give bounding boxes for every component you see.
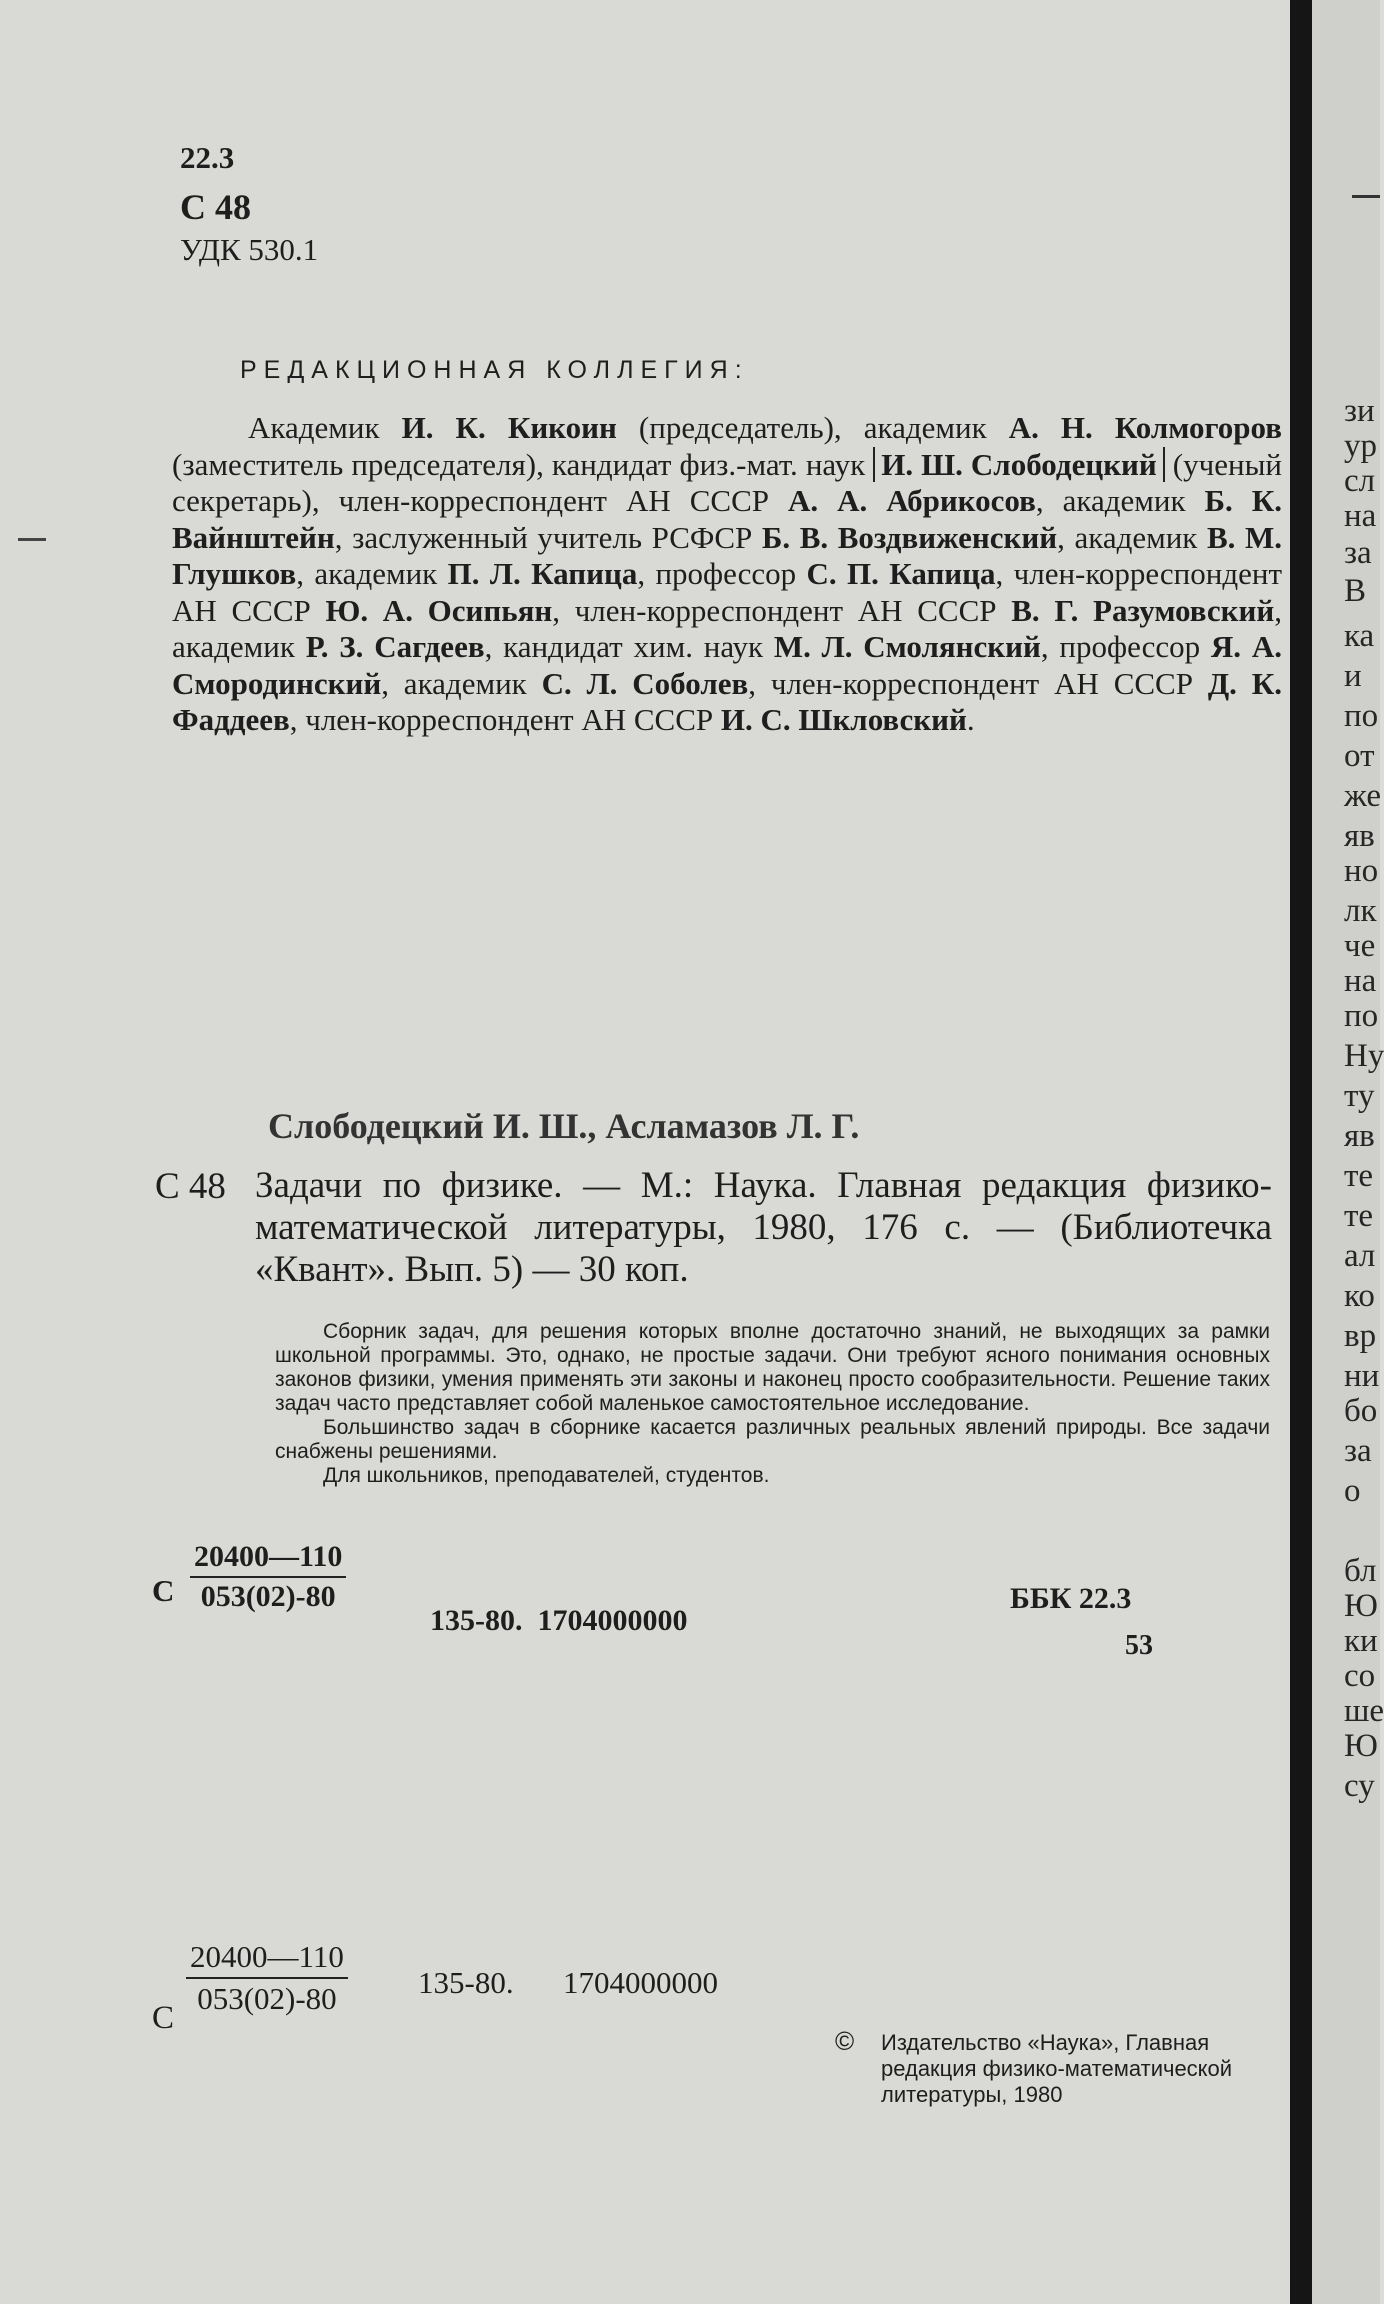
facing-page-fragment: ни xyxy=(1344,1358,1380,1394)
fraction-denominator: 053(02)-80 xyxy=(186,1977,348,2019)
member-title: , академик xyxy=(296,556,448,591)
member-name: А. А. Абрикосов xyxy=(788,483,1036,518)
member-name: Я. А. Смородинский xyxy=(172,629,1282,701)
bbk-label: ББК 22.3 xyxy=(1010,1582,1132,1615)
facing-page-fragment: бл xyxy=(1344,1553,1377,1589)
facing-page-fragment: ур xyxy=(1344,428,1377,464)
facing-page-fragment: Ю xyxy=(1344,1588,1378,1624)
catalog-codes: 135-80. 1704000000 xyxy=(430,1604,688,1637)
facing-page-fragment: о xyxy=(1344,1473,1361,1509)
book-authors: Слободецкий И. Ш., Асламазов Л. Г. xyxy=(268,1106,860,1146)
facing-page-fragment: вр xyxy=(1344,1318,1377,1354)
copyright-symbol: © xyxy=(835,2026,855,2056)
facing-page-fragment: че xyxy=(1344,928,1376,964)
member-name: Б. В. Воздвиженский xyxy=(761,519,1058,555)
member-title: , член-корреспондент АН СССР xyxy=(289,702,721,737)
facing-page-fragment: и xyxy=(1344,658,1362,694)
annotation-paragraph: Для школьников, преподавателей, студентов. xyxy=(323,1464,770,1487)
catalog-fraction xyxy=(190,1538,346,1616)
facing-page-fragment: Ну xyxy=(1344,1038,1384,1074)
member-name: Р. З. Сагдеев xyxy=(305,629,485,664)
member-title: , член-корреспондент АН СССР xyxy=(552,592,1012,628)
udk-code: УДК 530.1 xyxy=(180,232,319,267)
annotation-paragraph: Большинство задач в сборнике касается различных реальных явлений природы. Все задачи снабжены решениями. xyxy=(275,1416,1270,1463)
facing-page-fragment: су xyxy=(1344,1768,1375,1804)
facing-page-fragment: от xyxy=(1344,738,1375,774)
member-title: , заслуженный учитель РСФСР xyxy=(334,519,762,555)
bbk-sub: 53 xyxy=(1125,1630,1153,1661)
facing-page-fragment: яв xyxy=(1344,1118,1375,1154)
facing-page-fragment: ше xyxy=(1344,1693,1384,1729)
facing-page-fragment: на xyxy=(1344,498,1377,534)
member-name: А. Н. Колмогоров xyxy=(1008,410,1282,445)
member-title: , академик xyxy=(1057,519,1207,555)
member-title: , академик xyxy=(172,592,1283,664)
fraction-numerator: 20400—110 xyxy=(190,1939,344,1974)
member-title: , член-корреспондент АН СССР xyxy=(172,556,1283,628)
bibliographic-description: Задачи по физике. — М.: Наука. Главная редакция физико-математической литературы, 1980, 176 с. — (Библиотечка «Квант». Вып. 5) — 30 коп. xyxy=(255,1165,1272,1290)
facing-page-fragment: ка xyxy=(1344,618,1375,654)
facing-page-fragment: по xyxy=(1344,698,1379,734)
member-title: (заместитель председателя), кандидат физ.-мат. наук xyxy=(172,446,874,482)
margin-mark xyxy=(18,538,46,541)
facing-page-edge xyxy=(1312,0,1384,2304)
member-name: Б. К. Вайнштейн xyxy=(172,483,1282,555)
fraction-denominator: 053(02)-80 xyxy=(190,1576,346,1616)
facing-page-fragment: по xyxy=(1344,998,1379,1034)
catalog-letter: С xyxy=(152,1573,175,1608)
member-title: (председатель), академик xyxy=(616,410,1009,445)
facing-page-fragment: яв xyxy=(1344,818,1375,854)
facing-page-fragment: ки xyxy=(1344,1623,1378,1659)
facing-page-fragment: те xyxy=(1344,1198,1374,1234)
facing-page-fragment: но xyxy=(1344,853,1379,889)
member-title: , профессор xyxy=(1040,629,1211,664)
catalog-code: 135-80. xyxy=(418,1965,514,2000)
facing-page-fragment: ко xyxy=(1344,1278,1375,1314)
member-name: Д. К. Фаддеев xyxy=(172,665,1282,737)
member-name: И. С. Шкловский xyxy=(720,702,967,737)
member-name: С. Л. Соболев xyxy=(541,665,749,701)
member-name: В. Г. Разумовский xyxy=(1011,592,1275,628)
catalog-letter: С xyxy=(152,2000,175,2036)
member-title: , член-корреспондент АН СССР xyxy=(748,665,1208,701)
member-title: Академик xyxy=(248,410,402,445)
member-name: Ю. А. Осипьян xyxy=(325,592,553,628)
member-title: , профессор xyxy=(637,556,807,591)
facing-page-fragment: на xyxy=(1344,963,1377,999)
book-annotation xyxy=(275,1320,1270,1488)
facing-page-fragment: лк xyxy=(1344,893,1377,929)
member-title: (ученый секретарь), член-корреспондент АН СССР xyxy=(172,446,1282,518)
facing-page-fragment: же xyxy=(1344,778,1382,814)
member-name: М. Л. Смолянский xyxy=(773,629,1041,664)
member-name: П. Л. Капица xyxy=(447,556,638,591)
member-name: В. М. Глушков xyxy=(172,519,1282,591)
facing-page-dash xyxy=(1352,195,1380,198)
book-gutter xyxy=(1290,0,1312,2304)
annotation-paragraph: Сборник задач, для решения которых вполне достаточно знаний, не выходящих за рамки школьной программы. Это, однако, не простые задачи. Они требуют ясного понимания основных законов физики, умения применять эти законы и наконец просто сообразительности. Решение таких задач часто представляет собой маленькое самостоятельное исследование. xyxy=(275,1320,1270,1415)
facing-page-fragment: В xyxy=(1344,573,1367,609)
facing-page-fragment: Ю xyxy=(1344,1728,1378,1764)
facing-page-fragment: сл xyxy=(1344,463,1376,499)
editorial-board-list xyxy=(172,410,1282,739)
member-title: , кандидат хим. наук xyxy=(484,629,774,664)
facing-page-fragment: за xyxy=(1344,1433,1372,1469)
bbk-code: 22.3 xyxy=(180,140,235,175)
editorial-board-heading: РЕДАКЦИОННАЯ КОЛЛЕГИЯ: xyxy=(240,356,749,384)
catalog-code: 1704000000 xyxy=(563,1965,718,2000)
member-title: , академик xyxy=(381,665,542,701)
member-name: И. К. Кикоин xyxy=(401,410,617,445)
facing-page-fragment: со xyxy=(1344,1658,1376,1694)
facing-page-fragment: за xyxy=(1344,535,1372,571)
boxed-name: И. Ш. Слободецкий xyxy=(873,447,1165,482)
book-mark: С 48 xyxy=(155,1166,226,1207)
facing-page-fragment: ал xyxy=(1344,1238,1376,1274)
member-name: С. П. Капица xyxy=(806,556,996,591)
facing-page-fragment: те xyxy=(1344,1158,1374,1194)
copyright-text: Издательство «Наука», Главная редакция физико-математической литературы, 1980 xyxy=(881,2030,1233,2107)
fraction-numerator: 20400—110 xyxy=(194,1540,343,1573)
author-mark: С 48 xyxy=(180,187,251,227)
member-title: . xyxy=(966,702,975,737)
facing-page-fragment: бо xyxy=(1344,1393,1378,1429)
facing-page-fragment: зи xyxy=(1344,393,1375,429)
facing-page-fragment: ту xyxy=(1344,1078,1375,1114)
member-title: , академик xyxy=(1035,483,1205,518)
catalog-fraction xyxy=(186,1937,348,2019)
